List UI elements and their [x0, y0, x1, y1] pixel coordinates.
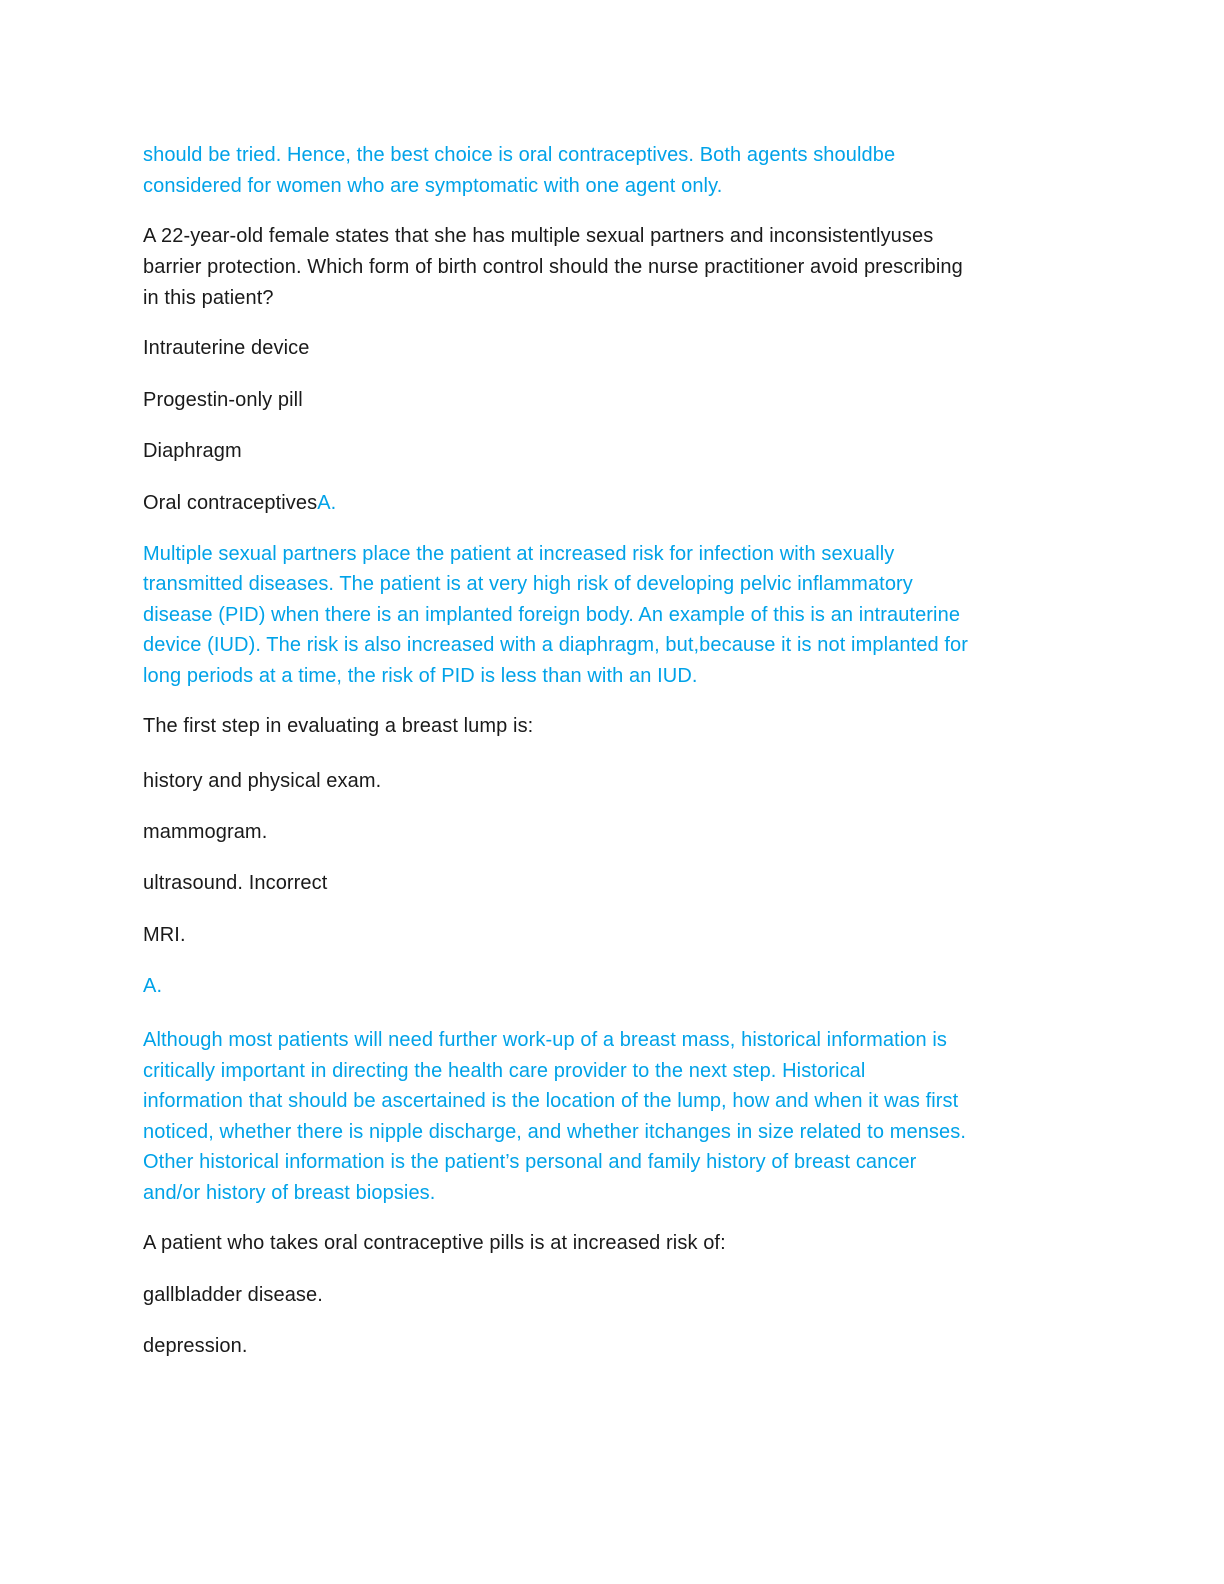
question-1-option: Oral contraceptives	[143, 492, 318, 514]
question-1-stem-line: barrier protection. Which form of birth control should the nurse practitioner avoid prescribing	[143, 256, 963, 278]
intro-explanation-line: should be tried. Hence, the best choice is oral contraceptives. Both agents shouldbe	[143, 144, 896, 166]
question-2-explanation-line: noticed, whether there is nipple discharge, and whether itchanges in size related to menses.	[143, 1121, 967, 1143]
question-1-stem-line: A 22-year-old female states that she has multiple sexual partners and inconsistentlyuses	[143, 225, 934, 247]
question-2-explanation-line: critically important in directing the health care provider to the next step. Historical	[143, 1060, 866, 1082]
question-1-explanation-line: Multiple sexual partners place the patient at increased risk for infection with sexually	[143, 543, 895, 565]
question-1-option-line	[143, 488, 336, 518]
question-1-explanation-line: long periods at a time, the risk of PID is less than with an IUD.	[143, 665, 698, 687]
question-1-option: Diaphragm	[143, 440, 242, 462]
question-2-explanation-line: information that should be ascertained is the location of the lump, how and when it was first	[143, 1090, 959, 1112]
question-1-explanation-line: device (IUD). The risk is also increased with a diaphragm, but,because it is not implanted for	[143, 634, 968, 656]
question-2-option: ultrasound. Incorrect	[143, 872, 328, 894]
question-2-explanation-line: and/or history of breast biopsies.	[143, 1182, 436, 1204]
question-3-option: depression.	[143, 1335, 248, 1357]
question-3-option: gallbladder disease.	[143, 1284, 323, 1306]
question-2-explanation-line: Although most patients will need further work-up of a breast mass, historical information is	[143, 1029, 948, 1051]
question-1-explanation-line: transmitted diseases. The patient is at very high risk of developing pelvic inflammatory	[143, 573, 913, 595]
question-1-answer: A.	[317, 492, 337, 514]
question-3-stem: A patient who takes oral contraceptive pills is at increased risk of:	[143, 1232, 726, 1254]
question-2-answer: A.	[143, 975, 163, 997]
question-1-option: Progestin-only pill	[143, 389, 303, 411]
question-1-stem-line: in this patient?	[143, 287, 274, 309]
question-2-option: mammogram.	[143, 821, 268, 843]
question-1-option: Intrauterine device	[143, 337, 310, 359]
question-2-option: MRI.	[143, 924, 186, 946]
question-2-option: history and physical exam.	[143, 770, 382, 792]
question-1-explanation-line: disease (PID) when there is an implanted foreign body. An example of this is an intrauterine	[143, 604, 961, 626]
intro-explanation-line: considered for women who are symptomatic with one agent only.	[143, 175, 723, 197]
question-2-explanation-line: Other historical information is the patient’s personal and family history of breast cancer	[143, 1151, 917, 1173]
question-2-stem: The first step in evaluating a breast lump is:	[143, 715, 534, 737]
